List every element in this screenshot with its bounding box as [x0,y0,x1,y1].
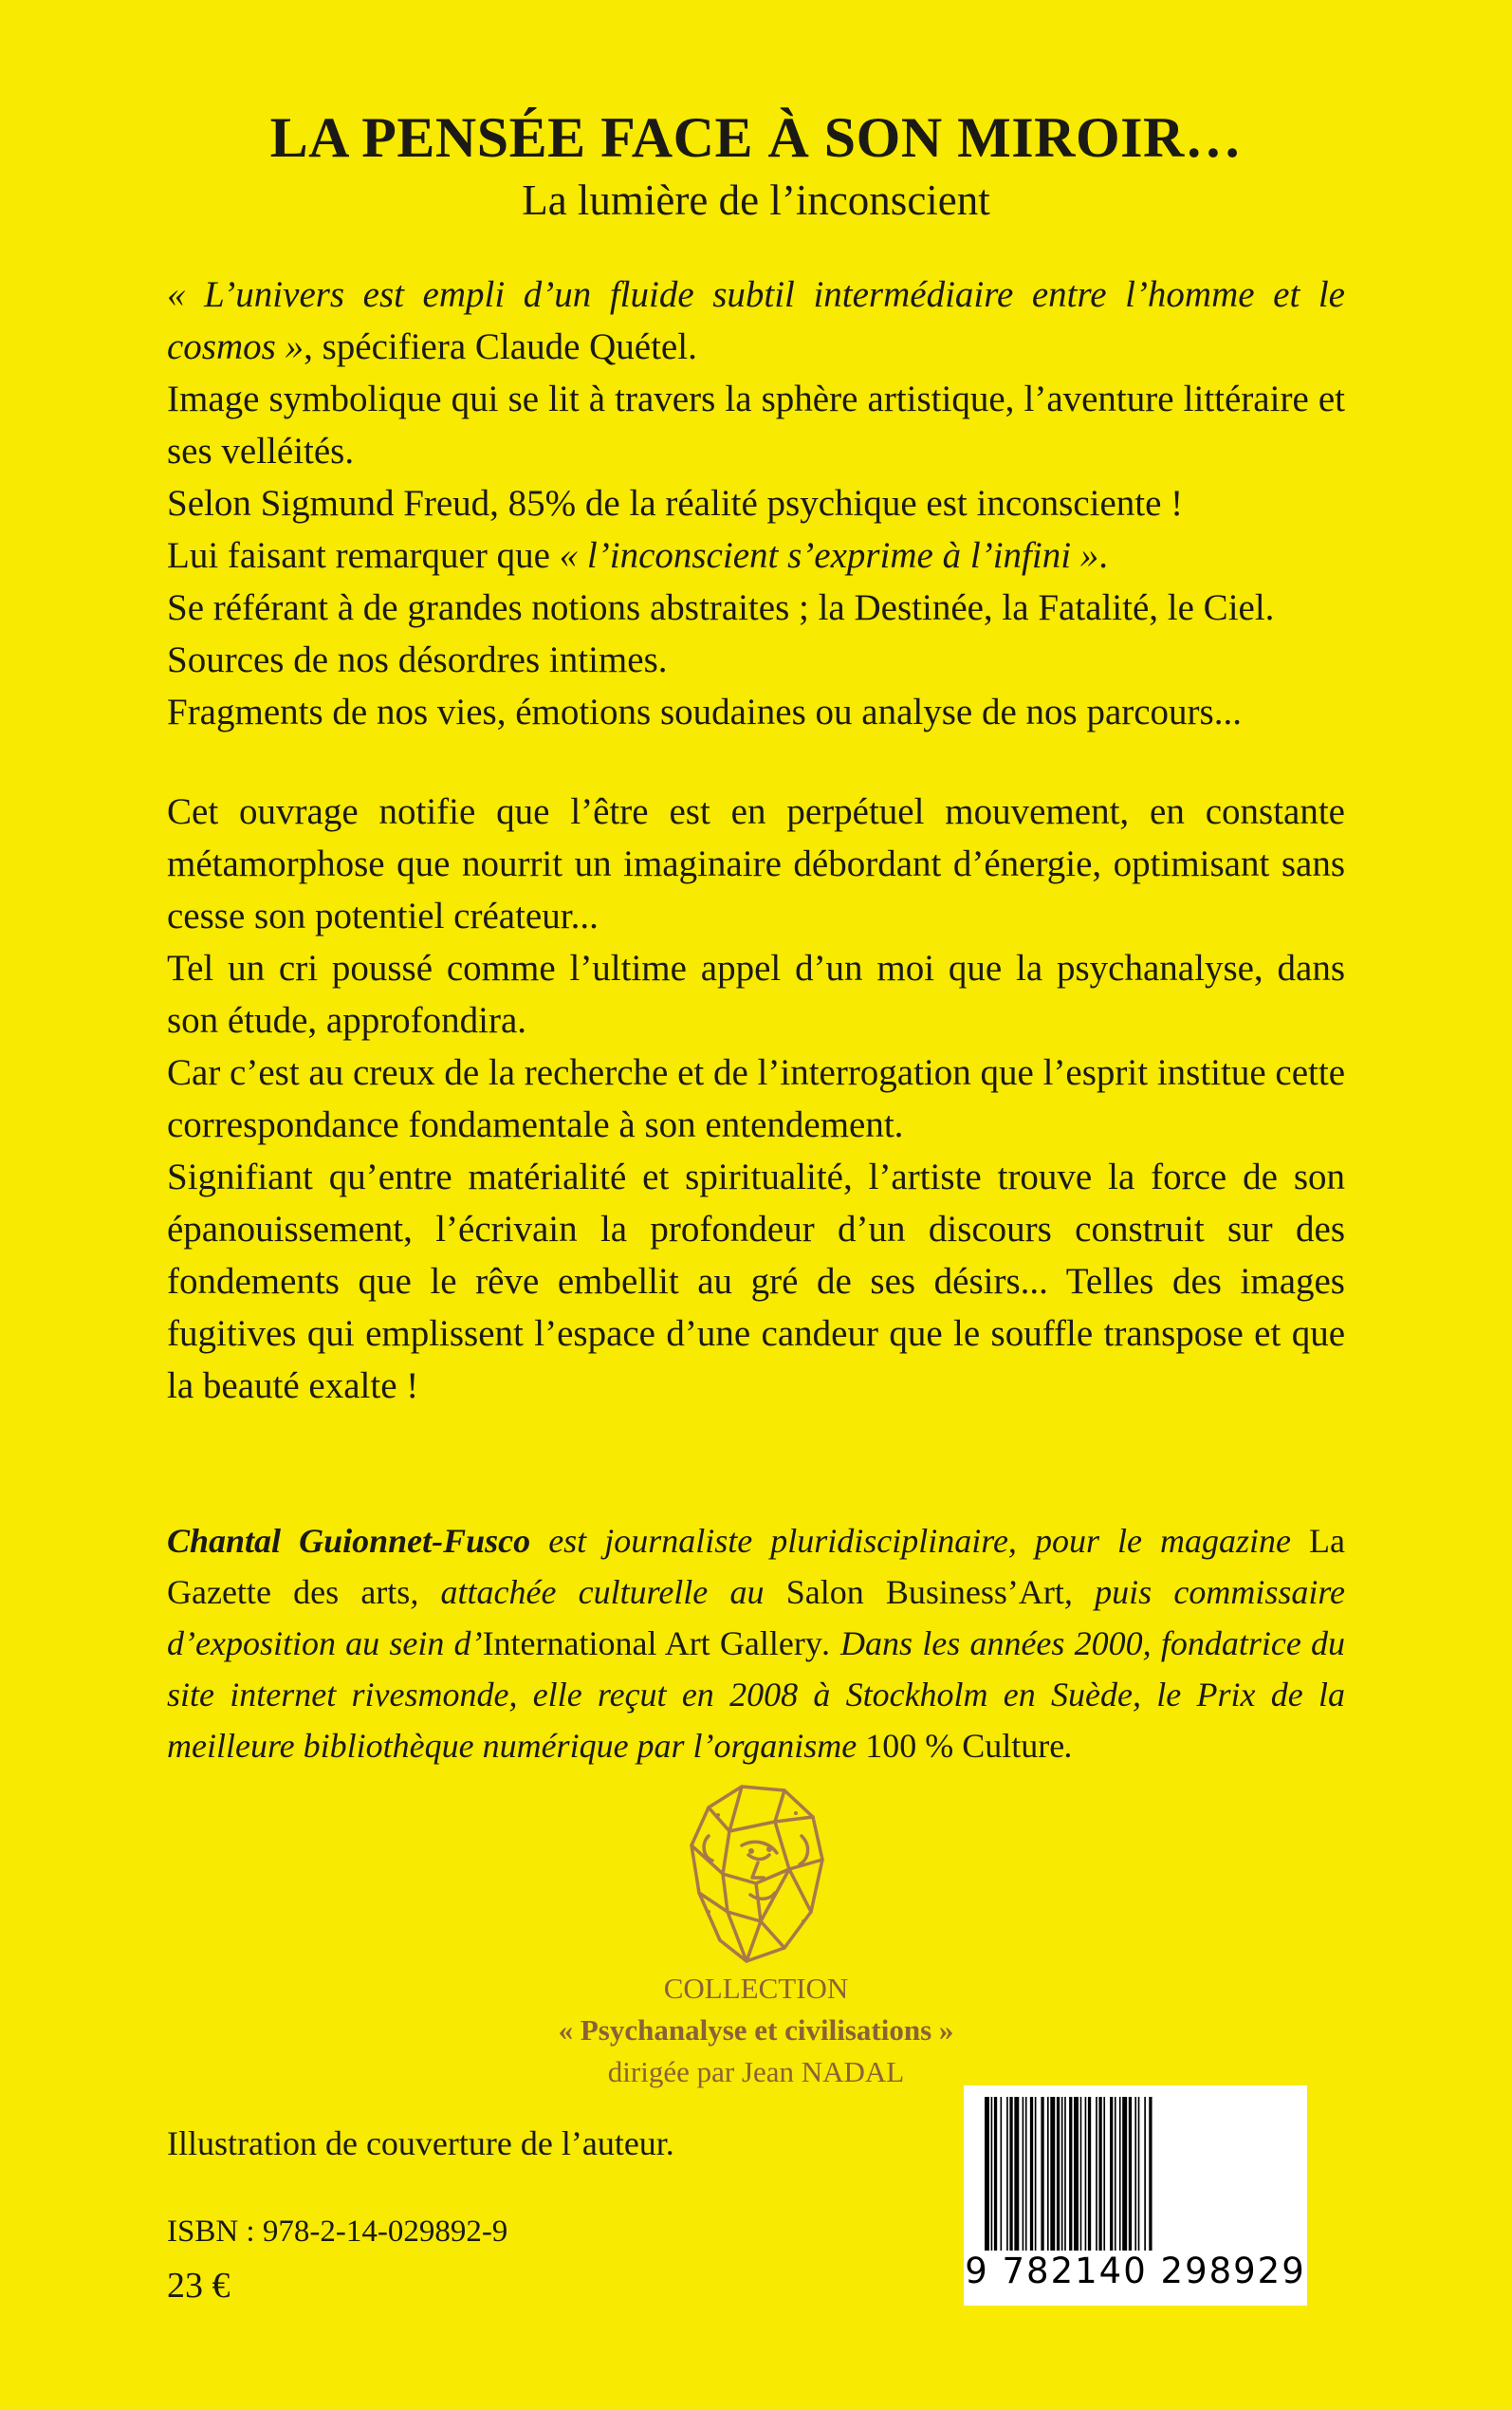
barcode-bar [1035,2097,1037,2251]
barcode-bar [1149,2097,1152,2251]
barcode-bar [1088,2097,1091,2251]
blurb-paragraph: Fragments de nos vies, émotions soudaines ou analyse de nos parcours... [167,692,1242,732]
blurb-block-2 [167,786,1345,1412]
bio-text: , puis commissaire d’exposition au sein d’ [167,1573,1346,1662]
bio-text: . [1064,1727,1074,1765]
publisher-head-emblem-icon [671,1779,841,1969]
quote-text: « L’univers est empli d’un fluide subtil intermédiaire entre l’homme et le cosmos » [167,274,1345,367]
gallery-name: International Art Gallery [482,1624,822,1662]
barcode-bar [1138,2097,1140,2251]
organization-name: 100 % Culture [865,1727,1065,1765]
barcode-bar [1006,2097,1008,2251]
paragraph-text: Lui faisant remarquer que [167,535,560,576]
blurb-paragraph [167,529,1345,582]
blurb-paragraph: Cet ouvrage notifie que l’être est en perpétuel mouvement, en constante métamorphose que nourrit un imaginaire débordant d’énergie, optimisant sans cesse son potentiel créateur... [167,791,1345,936]
book-title: LA PENSÉE FACE À SON MIROIR… [269,106,1243,169]
book-subtitle: La lumière de l’inconscient [522,176,990,224]
blurb-paragraph: Sources de nos désordres intimes. [167,639,668,680]
barcode-bar [1001,2097,1003,2251]
quote-text: « l’inconscient s’exprime à l’infini » [559,535,1099,576]
bio-text: . Dans les années 2000, fondatrice du site internet rivesmonde, elle reçut en 2008 à Stockholm en Suède, le Prix de la meilleure bibliothèque numérique par l’organisme [167,1624,1345,1765]
barcode-bar [1030,2097,1033,2251]
barcode-bar [1009,2097,1012,2251]
blurb-paragraph: Signifiant qu’entre matérialité et spiritualité, l’artiste trouve la force de son épanouissement, l’écrivain la profondeur d’un discours construit sur des fondements que le rêve embellit au gré de ses désirs... Telles des images fugitives qui emplissent l’espace d’une candeur que le souffle transpose et que la beauté exalte ! [167,1157,1345,1406]
barcode-bar [1061,2097,1063,2251]
barcode-bar [1129,2097,1132,2251]
author-bio [167,1515,1345,1771]
barcode-bar [991,2097,993,2251]
blurb-block-1 [167,269,1345,738]
barcode-bar [1103,2097,1105,2251]
barcode-bar [1014,2097,1019,2251]
salon-name: Salon Business’Art [785,1573,1064,1611]
barcode-bar [1134,2097,1136,2251]
barcode-bar [1023,2097,1024,2251]
barcode-bar [1080,2097,1082,2251]
barcode-digits: 9 782140 298929 [965,2251,1306,2291]
blurb-paragraph: Image symbolique qui se lit à travers la sphère artistique, l’aventure littéraire et ses velléités. [167,379,1345,472]
barcode-bar [994,2097,997,2251]
magazine-name: La Gazette des arts [167,1522,1345,1611]
barcode-bar [1064,2097,1066,2251]
barcode-bar [1085,2097,1087,2251]
blurb-paragraph: Se référant à de grandes notions abstraites ; la Destinée, la Fatalité, le Ciel. [167,587,1275,628]
barcode-bar [1074,2097,1079,2251]
isbn: ISBN : 978-2-14-029892-9 [167,2214,508,2249]
barcode-bar [1115,2097,1116,2251]
blurb-paragraph: Tel un cri poussé comme l’ultime appel d’un moi que la psychanalyse, dans son étude, approfondira. [167,948,1345,1041]
blurb-paragraph [167,269,1345,373]
barcode-bar [985,2097,989,2251]
price: 23 € [167,2266,230,2306]
barcode-bars-icon [983,2097,1288,2251]
collection-director: dirigée par Jean NADAL [607,2055,905,2088]
barcode-bar [1050,2097,1055,2251]
barcode-bar [1069,2097,1072,2251]
paragraph-text: . [1098,535,1109,576]
illustration-credit: Illustration de couverture de l’auteur. [167,2124,674,2162]
barcode-bar [1110,2097,1113,2251]
barcode-bar [1122,2097,1127,2251]
blurb-paragraph: Car c’est au creux de la recherche et de l’interrogation que l’esprit institue cette correspondance fondamentale à son entendement. [167,1052,1346,1145]
barcode-bar [1098,2097,1101,2251]
paragraph-text: , spécifiera Claude Quétel. [304,326,697,367]
collection-series: « Psychanalyse et civilisations » [558,2013,954,2047]
barcode-bar [1057,2097,1060,2251]
barcode-bar [1047,2097,1049,2251]
barcode [964,2085,1307,2306]
collection-label: COLLECTION [663,1972,849,2005]
barcode-bar [1025,2097,1027,2251]
bio-text: , attachée culturelle au [410,1573,786,1611]
barcode-bar [1119,2097,1121,2251]
blurb-paragraph: Selon Sigmund Freud, 85% de la réalité psychique est inconsciente ! [167,483,1184,524]
bio-text: est journaliste pluridisciplinaire, pour le magazine [530,1522,1310,1560]
barcode-bar [1144,2097,1146,2251]
barcode-bar [1041,2097,1043,2251]
barcode-bar [1096,2097,1097,2251]
collection-info [0,1968,1512,2093]
author-name: Chantal Guionnet-Fusco [167,1522,531,1560]
